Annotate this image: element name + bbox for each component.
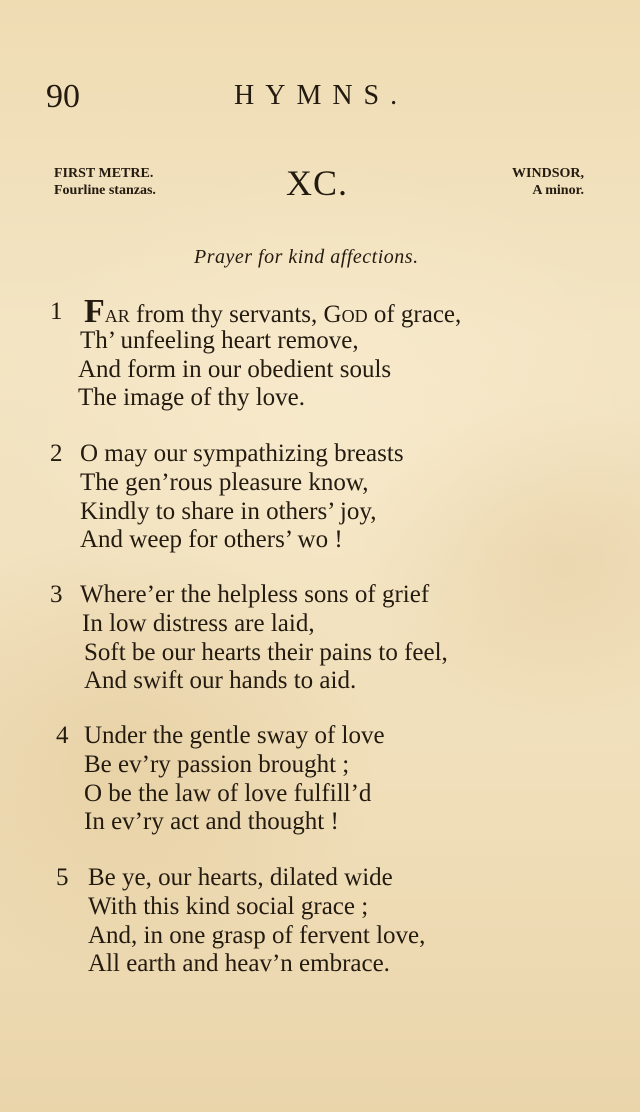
line-text: from thy servants, xyxy=(129,301,324,328)
stanza-line: Be ye, our hearts, dilated wide xyxy=(88,864,393,891)
stanza-number: 2 xyxy=(50,440,63,467)
stanza-line: Kindly to share in others’ joy, xyxy=(80,498,377,525)
stanza-line: Th’ unfeeling heart remove, xyxy=(80,327,359,354)
hymn-title: Prayer for kind affections. xyxy=(194,246,419,268)
stanza-line: The image of thy love. xyxy=(78,384,306,411)
stanza-line: And, in one grasp of fervent love, xyxy=(88,922,426,949)
stanza-line: And form in our obedient souls xyxy=(78,356,392,383)
hymn-number: XC. xyxy=(286,163,349,203)
stanza-line: In ev’ry act and thought ! xyxy=(84,808,339,835)
stanza-number: 4 xyxy=(56,722,69,749)
line-text: of grace, xyxy=(367,301,462,328)
stanza-number: 1 xyxy=(50,298,63,325)
metre-info xyxy=(54,165,156,199)
stanza-line: O be the law of love fulfill’d xyxy=(84,780,372,807)
stanza-line: Under the gentle sway of love xyxy=(84,722,385,749)
running-head: HYMNS. xyxy=(234,80,409,111)
stanza-line: All earth and heav’n embrace. xyxy=(88,950,390,977)
tune-name: WINDSOR, xyxy=(512,166,584,181)
small-caps-god: God xyxy=(323,301,368,328)
tune-info xyxy=(512,165,584,199)
stanza-number: 3 xyxy=(50,581,63,608)
stanza-line: Where’er the helpless sons of grief xyxy=(80,581,430,608)
stanza-line: Soft be our hearts their pains to feel, xyxy=(84,639,448,666)
metre-stanza-form: Fourline stanzas. xyxy=(54,183,156,198)
stanza-line: The gen’rous pleasure know, xyxy=(80,469,369,496)
tune-key: A minor. xyxy=(532,183,584,198)
page-number: 90 xyxy=(46,78,80,115)
stanza-line: In low distress are laid, xyxy=(82,610,315,637)
stanza-line xyxy=(84,293,462,330)
stanza-line: Be ev’ry passion brought ; xyxy=(84,751,350,778)
drop-cap: F xyxy=(84,293,105,330)
stanza-line: And swift our hands to aid. xyxy=(84,667,357,694)
stanza-number: 5 xyxy=(56,864,69,891)
stanza-line: O may our sympathizing breasts xyxy=(80,440,404,467)
metre-name: FIRST METRE. xyxy=(54,166,154,181)
stanza-line: With this kind social grace ; xyxy=(88,893,369,920)
stanza-line: And weep for others’ wo ! xyxy=(80,526,343,553)
small-caps-text: ar xyxy=(104,301,130,328)
